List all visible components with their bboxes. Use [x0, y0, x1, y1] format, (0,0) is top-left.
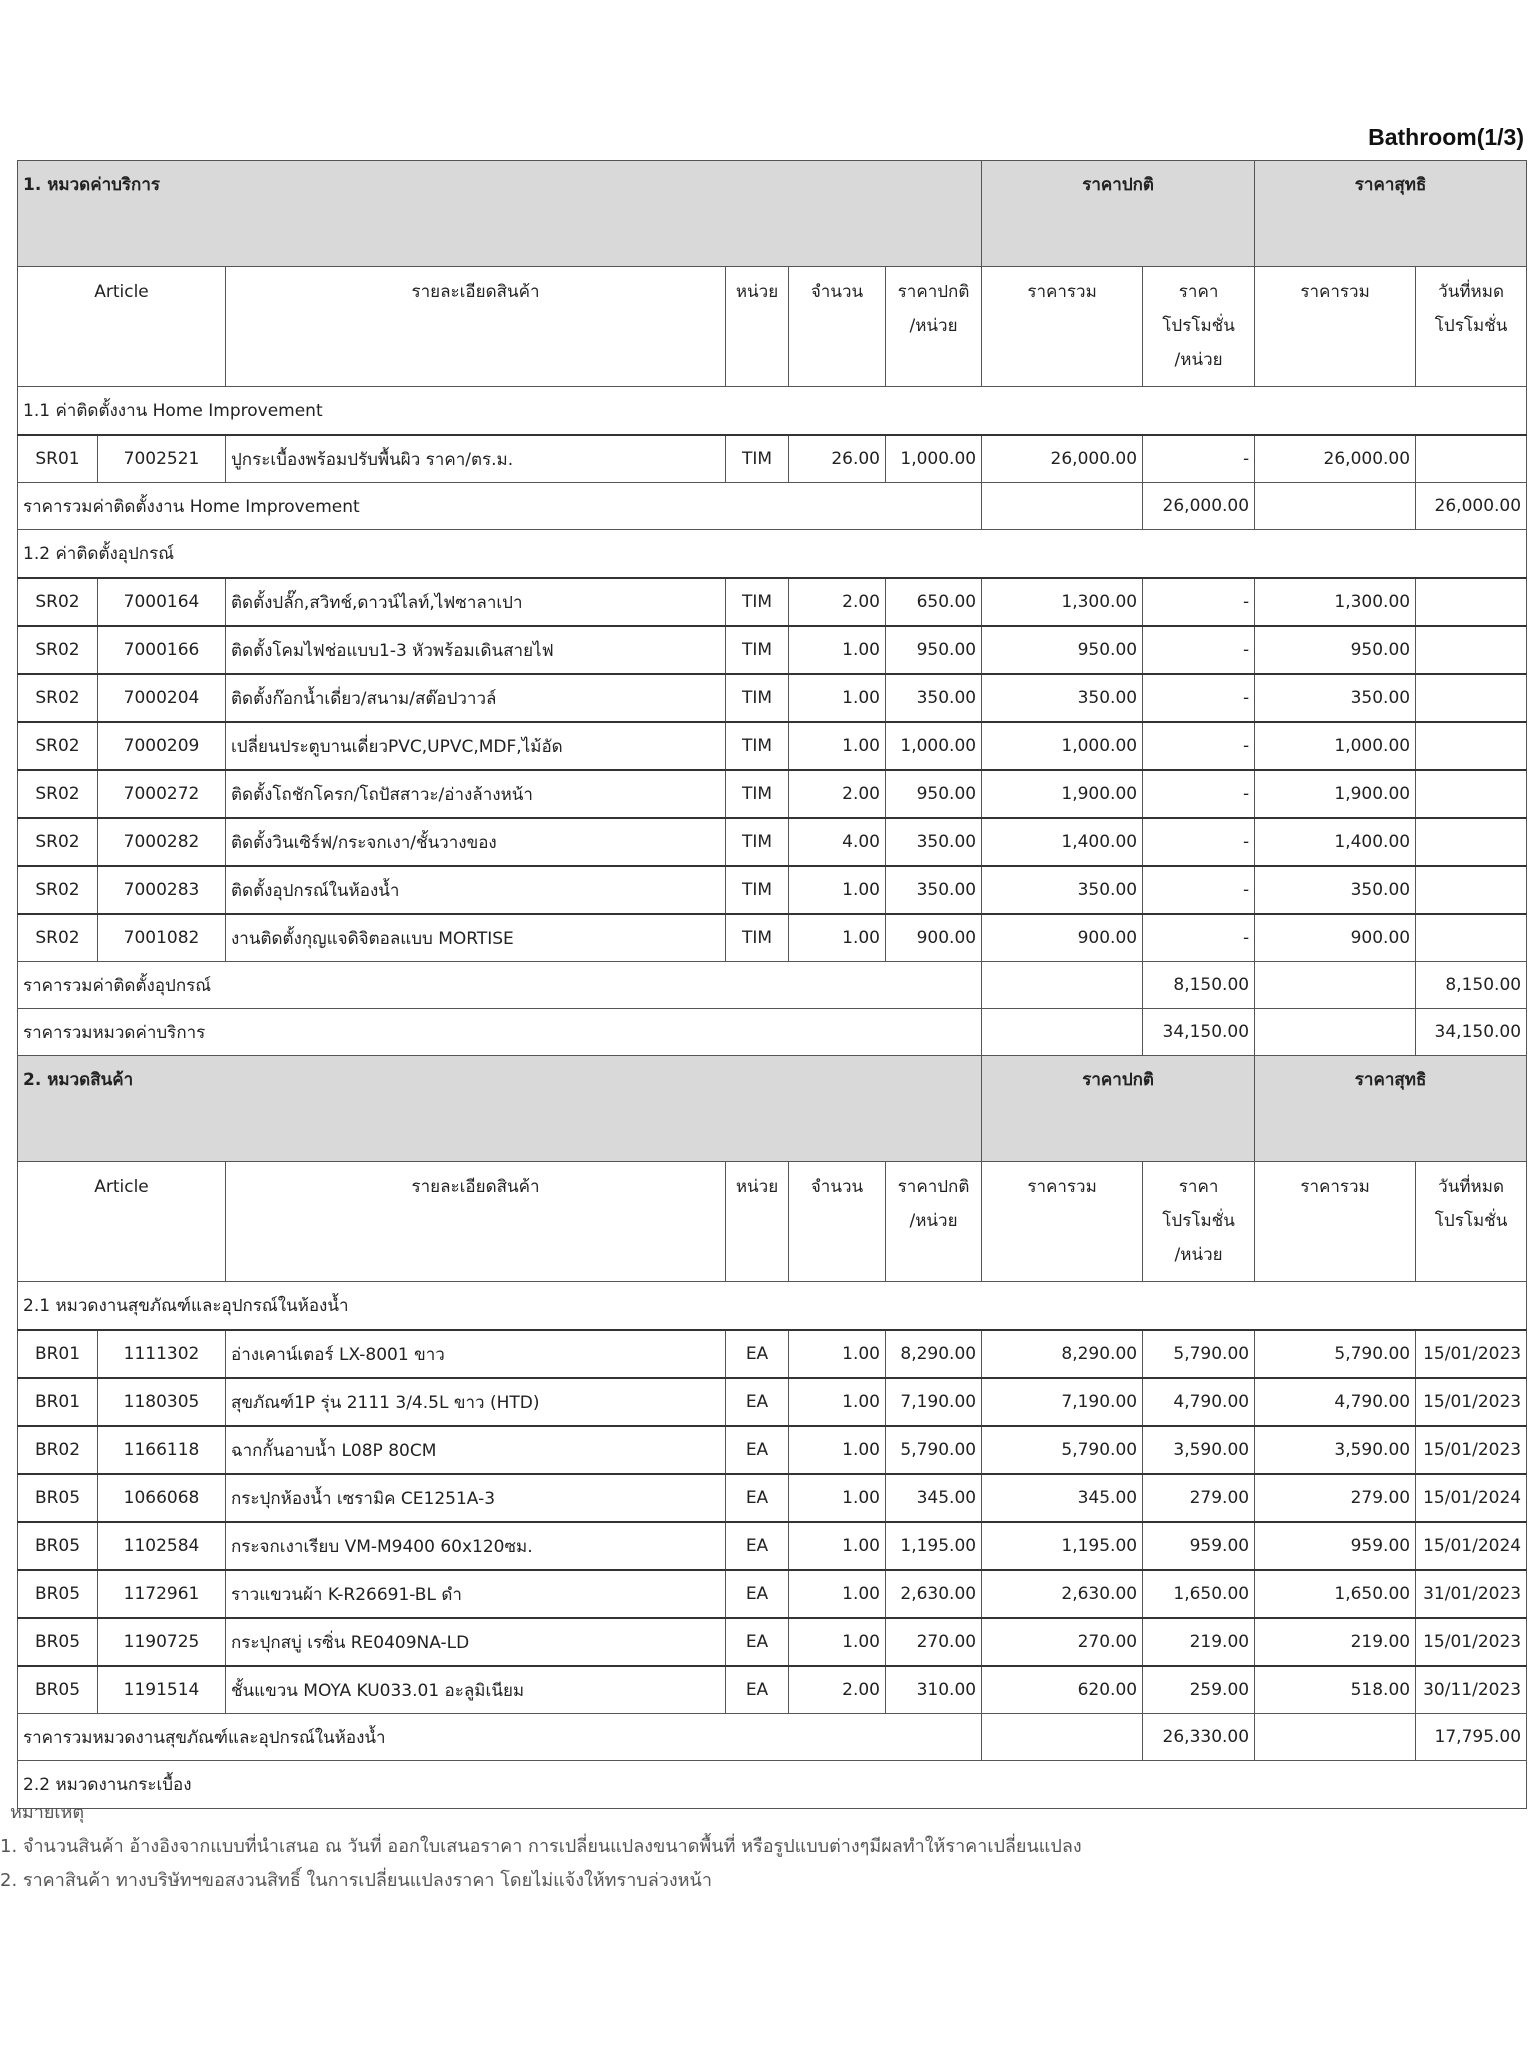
- item-quantity: 1.00: [789, 1474, 886, 1522]
- item-code: BR05: [18, 1474, 98, 1522]
- item-promo-price: 259.00: [1143, 1666, 1255, 1714]
- item-code: SR02: [18, 866, 98, 914]
- item-code: SR02: [18, 674, 98, 722]
- item-total: 345.00: [982, 1474, 1143, 1522]
- total-header: ราคารวม: [982, 1162, 1143, 1282]
- item-unit-price: 2,630.00: [886, 1570, 982, 1618]
- item-net-total: 1,900.00: [1255, 770, 1416, 818]
- section-header: [18, 161, 1527, 267]
- item-article: 1166118: [98, 1426, 226, 1474]
- subtotal-spacer: [982, 1009, 1143, 1056]
- item-net-total: 350.00: [1255, 866, 1416, 914]
- subtotal-regular: 26,000.00: [1143, 483, 1255, 530]
- item-promo-price: -: [1143, 674, 1255, 722]
- table-row: [18, 1570, 1527, 1618]
- item-promo-expiry: 15/01/2024: [1416, 1522, 1527, 1570]
- subtotal-label: ราคารวมหมวดค่าบริการ: [18, 1009, 982, 1056]
- subtotal-net: 8,150.00: [1416, 962, 1527, 1009]
- section-title: 2. หมวดสินค้า: [18, 1056, 982, 1162]
- promo-unit-price-header: [1143, 267, 1255, 387]
- item-description: อ่างเคาน์เตอร์ LX-8001 ขาว: [226, 1330, 726, 1378]
- item-total: 1,400.00: [982, 818, 1143, 866]
- promo-unit-price-header-line: ราคา: [1178, 1177, 1219, 1197]
- promo-expiry-header: [1416, 267, 1527, 387]
- subtotal-label: ราคารวมหมวดงานสุขภัณฑ์และอุปกรณ์ในห้องน้ำ: [18, 1714, 982, 1761]
- item-quantity: 1.00: [789, 626, 886, 674]
- item-net-total: 518.00: [1255, 1666, 1416, 1714]
- promo-expiry-header-line: วันที่หมด: [1438, 1177, 1504, 1197]
- item-promo-price: 959.00: [1143, 1522, 1255, 1570]
- item-promo-expiry: [1416, 914, 1527, 962]
- item-article: 7000272: [98, 770, 226, 818]
- item-quantity: 2.00: [789, 770, 886, 818]
- item-article: 1180305: [98, 1378, 226, 1426]
- subtotal-row: [18, 483, 1527, 530]
- table-row: [18, 1522, 1527, 1570]
- item-unit-price: 1,000.00: [886, 435, 982, 483]
- regular-unit-price-header-line: /หน่วย: [909, 316, 958, 336]
- item-promo-price: -: [1143, 578, 1255, 626]
- item-promo-expiry: [1416, 578, 1527, 626]
- item-net-total: 26,000.00: [1255, 435, 1416, 483]
- item-promo-expiry: [1416, 626, 1527, 674]
- item-description: สุขภัณฑ์1P รุ่น 2111 3/4.5L ขาว (HTD): [226, 1378, 726, 1426]
- quotation-body: [18, 161, 1527, 1809]
- item-unit-price: 1,195.00: [886, 1522, 982, 1570]
- item-unit: EA: [726, 1570, 789, 1618]
- item-total: 350.00: [982, 866, 1143, 914]
- item-unit: TIM: [726, 435, 789, 483]
- item-unit: EA: [726, 1426, 789, 1474]
- group-title: 2.1 หมวดงานสุขภัณฑ์และอุปกรณ์ในห้องน้ำ: [18, 1282, 1527, 1331]
- item-promo-expiry: [1416, 818, 1527, 866]
- subtotal-spacer: [982, 1714, 1143, 1761]
- item-promo-price: 219.00: [1143, 1618, 1255, 1666]
- item-unit-price: 350.00: [886, 866, 982, 914]
- item-article: 7000166: [98, 626, 226, 674]
- promo-unit-price-header-line: โปรโมชั่น: [1162, 1211, 1235, 1231]
- item-quantity: 2.00: [789, 1666, 886, 1714]
- item-article: 7000283: [98, 866, 226, 914]
- item-net-total: 1,400.00: [1255, 818, 1416, 866]
- item-net-total: 900.00: [1255, 914, 1416, 962]
- item-unit: EA: [726, 1330, 789, 1378]
- item-quantity: 1.00: [789, 722, 886, 770]
- item-code: BR05: [18, 1570, 98, 1618]
- item-net-total: 4,790.00: [1255, 1378, 1416, 1426]
- item-promo-expiry: [1416, 722, 1527, 770]
- item-description: ติดตั้งก๊อกน้ำเดี่ยว/สนาม/สต๊อปวาวล์: [226, 674, 726, 722]
- item-article: 7001082: [98, 914, 226, 962]
- item-description: กระปุกสบู่ เรซิ่น RE0409NA-LD: [226, 1618, 726, 1666]
- table-row: [18, 818, 1527, 866]
- item-description: ติดตั้งวินเซิร์ฟ/กระจกเงา/ชั้นวางของ: [226, 818, 726, 866]
- item-promo-expiry: [1416, 674, 1527, 722]
- item-promo-price: 4,790.00: [1143, 1378, 1255, 1426]
- item-code: BR05: [18, 1522, 98, 1570]
- item-description: ติดตั้งอุปกรณ์ในห้องน้ำ: [226, 866, 726, 914]
- item-unit-price: 270.00: [886, 1618, 982, 1666]
- item-unit-price: 950.00: [886, 626, 982, 674]
- item-unit-price: 1,000.00: [886, 722, 982, 770]
- item-unit: EA: [726, 1522, 789, 1570]
- column-header-row: [18, 1162, 1527, 1282]
- item-article: 7002521: [98, 435, 226, 483]
- item-total: 8,290.00: [982, 1330, 1143, 1378]
- regular-unit-price-header: [886, 267, 982, 387]
- item-article: 7000164: [98, 578, 226, 626]
- item-promo-expiry: 30/11/2023: [1416, 1666, 1527, 1714]
- regular-unit-price-header-line: /หน่วย: [909, 1211, 958, 1231]
- item-promo-price: 279.00: [1143, 1474, 1255, 1522]
- item-code: BR01: [18, 1330, 98, 1378]
- promo-unit-price-header-line: ราคา: [1178, 282, 1219, 302]
- promo-expiry-header-line: วันที่หมด: [1438, 282, 1504, 302]
- item-promo-expiry: 15/01/2023: [1416, 1426, 1527, 1474]
- group-title-row: [18, 1282, 1527, 1331]
- group-title: 2.2 หมวดงานกระเบื้อง: [18, 1761, 1527, 1809]
- total-header: ราคารวม: [982, 267, 1143, 387]
- item-total: 620.00: [982, 1666, 1143, 1714]
- item-promo-price: 1,650.00: [1143, 1570, 1255, 1618]
- item-promo-expiry: [1416, 435, 1527, 483]
- table-row: [18, 1666, 1527, 1714]
- note-line: 1. จำนวนสินค้า อ้างอิงจากแบบที่นำเสนอ ณ วันที่ ออกใบเสนอราคา การเปลี่ยนแปลงขนาดพื้นที่ หรือรูปแบบต่างๆมีผลทำให้ราคาเปลี่ยนแปลง: [0, 1836, 1082, 1857]
- promo-unit-price-header: [1143, 1162, 1255, 1282]
- item-total: 1,195.00: [982, 1522, 1143, 1570]
- item-description: งานติดตั้งกุญแจดิจิตอลแบบ MORTISE: [226, 914, 726, 962]
- subtotal-spacer: [1255, 483, 1416, 530]
- subtotal-regular: 8,150.00: [1143, 962, 1255, 1009]
- item-article: 1066068: [98, 1474, 226, 1522]
- net-price-header: ราคาสุทธิ: [1255, 1056, 1527, 1162]
- group-title: 1.1 ค่าติดตั้งงาน Home Improvement: [18, 387, 1527, 436]
- item-total: 1,000.00: [982, 722, 1143, 770]
- item-net-total: 350.00: [1255, 674, 1416, 722]
- group-title-row: [18, 387, 1527, 436]
- item-net-total: 3,590.00: [1255, 1426, 1416, 1474]
- item-code: BR05: [18, 1618, 98, 1666]
- item-unit-price: 5,790.00: [886, 1426, 982, 1474]
- item-promo-price: -: [1143, 722, 1255, 770]
- item-description: เปลี่ยนประตูบานเดี่ยวPVC,UPVC,MDF,ไม้อัด: [226, 722, 726, 770]
- item-article: 1191514: [98, 1666, 226, 1714]
- regular-price-header: ราคาปกติ: [982, 1056, 1255, 1162]
- promo-unit-price-header-line: /หน่วย: [1174, 1245, 1223, 1265]
- item-total: 1,900.00: [982, 770, 1143, 818]
- item-unit-price: 8,290.00: [886, 1330, 982, 1378]
- promo-expiry-header-line: โปรโมชั่น: [1434, 1211, 1508, 1231]
- item-article: 7000282: [98, 818, 226, 866]
- item-total: 26,000.00: [982, 435, 1143, 483]
- subtotal-spacer: [1255, 1009, 1416, 1056]
- table-row: [18, 1426, 1527, 1474]
- item-article: 1190725: [98, 1618, 226, 1666]
- notes: [0, 1796, 1082, 1898]
- item-unit: EA: [726, 1618, 789, 1666]
- item-code: SR02: [18, 914, 98, 962]
- item-description: ติดตั้งโถชักโครก/โถปัสสาวะ/อ่างล้างหน้า: [226, 770, 726, 818]
- description-header: รายละเอียดสินค้า: [226, 1162, 726, 1282]
- item-total: 2,630.00: [982, 1570, 1143, 1618]
- item-total: 7,190.00: [982, 1378, 1143, 1426]
- item-unit: TIM: [726, 578, 789, 626]
- item-promo-price: -: [1143, 626, 1255, 674]
- item-unit: TIM: [726, 818, 789, 866]
- item-quantity: 1.00: [789, 1330, 886, 1378]
- item-quantity: 26.00: [789, 435, 886, 483]
- subtotal-net: 26,000.00: [1416, 483, 1527, 530]
- item-unit-price: 650.00: [886, 578, 982, 626]
- regular-unit-price-header-line: ราคาปกติ: [897, 282, 970, 302]
- promo-unit-price-header-line: โปรโมชั่น: [1162, 316, 1235, 336]
- item-code: BR02: [18, 1426, 98, 1474]
- subtotal-spacer: [1255, 962, 1416, 1009]
- item-unit: EA: [726, 1474, 789, 1522]
- table-row: [18, 1330, 1527, 1378]
- subtotal-row: [18, 1009, 1527, 1056]
- quantity-header: จำนวน: [789, 267, 886, 387]
- item-quantity: 1.00: [789, 866, 886, 914]
- item-description: ปูกระเบื้องพร้อมปรับพื้นผิว ราคา/ตร.ม.: [226, 435, 726, 483]
- item-quantity: 1.00: [789, 674, 886, 722]
- table-row: [18, 770, 1527, 818]
- subtotal-net: 34,150.00: [1416, 1009, 1527, 1056]
- item-net-total: 1,000.00: [1255, 722, 1416, 770]
- notes-heading: หมายเหตุ: [10, 1802, 85, 1823]
- item-promo-expiry: 15/01/2023: [1416, 1330, 1527, 1378]
- item-description: ชั้นแขวน MOYA KU033.01 อะลูมิเนียม: [226, 1666, 726, 1714]
- page-title: Bathroom(1/3): [1368, 124, 1524, 150]
- item-promo-price: 5,790.00: [1143, 1330, 1255, 1378]
- subtotal-label: ราคารวมค่าติดตั้งงาน Home Improvement: [18, 483, 982, 530]
- item-unit: TIM: [726, 770, 789, 818]
- item-net-total: 1,650.00: [1255, 1570, 1416, 1618]
- quantity-header: จำนวน: [789, 1162, 886, 1282]
- item-unit-price: 350.00: [886, 818, 982, 866]
- promo-unit-price-header-line: /หน่วย: [1174, 350, 1223, 370]
- item-net-total: 959.00: [1255, 1522, 1416, 1570]
- item-promo-price: 3,590.00: [1143, 1426, 1255, 1474]
- description-header: รายละเอียดสินค้า: [226, 267, 726, 387]
- item-description: ติดตั้งปลั๊ก,สวิทช์,ดาวน์ไลท์,ไฟซาลาเปา: [226, 578, 726, 626]
- item-unit: EA: [726, 1666, 789, 1714]
- item-quantity: 2.00: [789, 578, 886, 626]
- table-row: [18, 722, 1527, 770]
- subtotal-net: 17,795.00: [1416, 1714, 1527, 1761]
- item-quantity: 1.00: [789, 1378, 886, 1426]
- subtotal-spacer: [1255, 1714, 1416, 1761]
- item-quantity: 1.00: [789, 1426, 886, 1474]
- item-total: 900.00: [982, 914, 1143, 962]
- item-total: 950.00: [982, 626, 1143, 674]
- item-net-total: 219.00: [1255, 1618, 1416, 1666]
- table-row: [18, 1474, 1527, 1522]
- item-unit-price: 350.00: [886, 674, 982, 722]
- item-net-total: 1,300.00: [1255, 578, 1416, 626]
- subtotal-row: [18, 962, 1527, 1009]
- table-row: [18, 1378, 1527, 1426]
- item-description: ฉากกั้นอาบน้ำ L08P 80CM: [226, 1426, 726, 1474]
- item-description: ติดตั้งโคมไฟช่อแบบ1-3 หัวพร้อมเดินสายไฟ: [226, 626, 726, 674]
- item-unit-price: 900.00: [886, 914, 982, 962]
- item-total: 1,300.00: [982, 578, 1143, 626]
- item-total: 270.00: [982, 1618, 1143, 1666]
- item-article: 7000209: [98, 722, 226, 770]
- table-row: [18, 674, 1527, 722]
- net-total-header: ราคารวม: [1255, 267, 1416, 387]
- item-promo-price: -: [1143, 770, 1255, 818]
- item-promo-expiry: [1416, 770, 1527, 818]
- item-quantity: 1.00: [789, 1522, 886, 1570]
- item-description: กระจกเงาเรียบ VM-M9400 60x120ซม.: [226, 1522, 726, 1570]
- unit-header: หน่วย: [726, 1162, 789, 1282]
- item-promo-expiry: 15/01/2024: [1416, 1474, 1527, 1522]
- item-unit: TIM: [726, 674, 789, 722]
- item-code: SR02: [18, 626, 98, 674]
- promo-expiry-header: [1416, 1162, 1527, 1282]
- table-row: [18, 1618, 1527, 1666]
- item-description: กระปุกห้องน้ำ เซรามิค CE1251A-3: [226, 1474, 726, 1522]
- item-unit-price: 950.00: [886, 770, 982, 818]
- item-code: SR01: [18, 435, 98, 483]
- net-total-header: ราคารวม: [1255, 1162, 1416, 1282]
- item-promo-expiry: 31/01/2023: [1416, 1570, 1527, 1618]
- item-quantity: 1.00: [789, 1570, 886, 1618]
- item-article: 1172961: [98, 1570, 226, 1618]
- section-header: [18, 1056, 1527, 1162]
- item-code: BR05: [18, 1666, 98, 1714]
- item-quantity: 1.00: [789, 1618, 886, 1666]
- item-code: SR02: [18, 578, 98, 626]
- item-unit-price: 7,190.00: [886, 1378, 982, 1426]
- net-price-header: ราคาสุทธิ: [1255, 161, 1527, 267]
- item-total: 5,790.00: [982, 1426, 1143, 1474]
- item-total: 350.00: [982, 674, 1143, 722]
- article-header: Article: [18, 1162, 226, 1282]
- group-title-row: [18, 530, 1527, 579]
- subtotal-label: ราคารวมค่าติดตั้งอุปกรณ์: [18, 962, 982, 1009]
- item-net-total: 950.00: [1255, 626, 1416, 674]
- table-row: [18, 914, 1527, 962]
- item-promo-expiry: [1416, 866, 1527, 914]
- item-unit: TIM: [726, 722, 789, 770]
- item-unit: EA: [726, 1378, 789, 1426]
- item-unit: TIM: [726, 914, 789, 962]
- regular-price-header: ราคาปกติ: [982, 161, 1255, 267]
- subtotal-spacer: [982, 483, 1143, 530]
- item-unit-price: 310.00: [886, 1666, 982, 1714]
- item-code: SR02: [18, 818, 98, 866]
- note-line: 2. ราคาสินค้า ทางบริษัทฯขอสงวนสิทธิ์ ในการเปลี่ยนแปลงราคา โดยไม่แจ้งให้ทราบล่วงหน้า: [0, 1870, 712, 1891]
- item-promo-price: -: [1143, 818, 1255, 866]
- group-title: 1.2 ค่าติดตั้งอุปกรณ์: [18, 530, 1527, 579]
- promo-expiry-header-line: โปรโมชั่น: [1434, 316, 1508, 336]
- article-header: Article: [18, 267, 226, 387]
- item-unit: TIM: [726, 866, 789, 914]
- item-promo-expiry: 15/01/2023: [1416, 1618, 1527, 1666]
- item-promo-price: -: [1143, 914, 1255, 962]
- item-quantity: 1.00: [789, 914, 886, 962]
- item-code: BR01: [18, 1378, 98, 1426]
- item-article: 1102584: [98, 1522, 226, 1570]
- item-description: ราวแขวนผ้า K-R26691-BL ดำ: [226, 1570, 726, 1618]
- unit-header: หน่วย: [726, 267, 789, 387]
- item-net-total: 279.00: [1255, 1474, 1416, 1522]
- column-header-row: [18, 267, 1527, 387]
- item-article: 7000204: [98, 674, 226, 722]
- item-promo-price: -: [1143, 435, 1255, 483]
- item-unit: TIM: [726, 626, 789, 674]
- item-code: SR02: [18, 770, 98, 818]
- subtotal-regular: 26,330.00: [1143, 1714, 1255, 1761]
- regular-unit-price-header: [886, 1162, 982, 1282]
- table-row: [18, 626, 1527, 674]
- item-article: 1111302: [98, 1330, 226, 1378]
- subtotal-regular: 34,150.00: [1143, 1009, 1255, 1056]
- item-promo-price: -: [1143, 866, 1255, 914]
- quotation-table: [17, 160, 1527, 1809]
- table-row: [18, 866, 1527, 914]
- table-row: [18, 435, 1527, 483]
- table-row: [18, 578, 1527, 626]
- item-promo-expiry: 15/01/2023: [1416, 1378, 1527, 1426]
- section-title: 1. หมวดค่าบริการ: [18, 161, 982, 267]
- item-code: SR02: [18, 722, 98, 770]
- item-net-total: 5,790.00: [1255, 1330, 1416, 1378]
- subtotal-spacer: [982, 962, 1143, 1009]
- item-quantity: 4.00: [789, 818, 886, 866]
- subtotal-row: [18, 1714, 1527, 1761]
- item-unit-price: 345.00: [886, 1474, 982, 1522]
- regular-unit-price-header-line: ราคาปกติ: [897, 1177, 970, 1197]
